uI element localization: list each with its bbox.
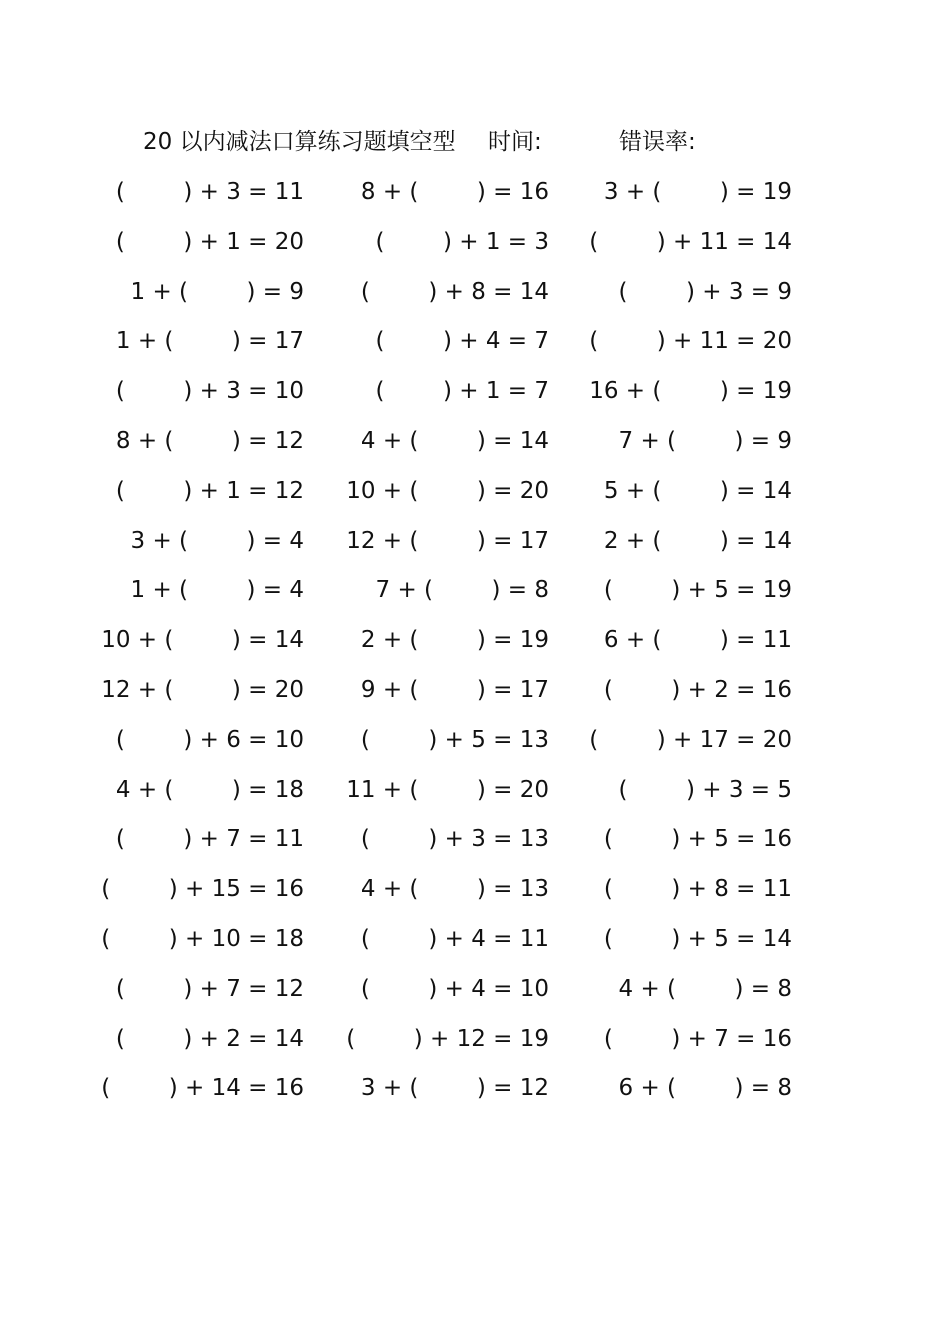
problem-row: [0, 620, 950, 670]
problem-grid: [0, 172, 950, 1118]
problem-cell: 6 + ( ) = 11: [603, 627, 792, 654]
problem-cell: ( ) + 1 = 12: [115, 477, 304, 504]
problem-cell: ( ) + 5 = 19: [603, 577, 792, 604]
problem-cell: ( ) + 2 = 14: [115, 1025, 304, 1052]
problem-cell: ( ) + 12 = 19: [346, 1025, 549, 1052]
problem-cell: 2 + ( ) = 19: [360, 627, 549, 654]
problem-cell: 8 + ( ) = 12: [115, 427, 304, 454]
problem-row: [0, 869, 950, 919]
problem-row: [0, 670, 950, 720]
problem-cell: ( ) + 8 = 14: [360, 278, 549, 305]
problem-row: [0, 770, 950, 820]
problem-cell: 4 + ( ) = 8: [618, 975, 792, 1002]
problem-row: [0, 720, 950, 770]
problem-row: [0, 521, 950, 571]
problem-cell: ( ) + 4 = 7: [375, 328, 549, 355]
problem-cell: 12 + ( ) = 20: [101, 676, 304, 703]
problem-row: [0, 969, 950, 1019]
problem-row: [0, 172, 950, 222]
problem-cell: 3 + ( ) = 12: [360, 1075, 549, 1102]
problem-cell: 9 + ( ) = 17: [360, 676, 549, 703]
problem-cell: 8 + ( ) = 16: [360, 179, 549, 205]
problem-cell: ( ) + 14 = 16: [101, 1075, 304, 1102]
problem-cell: 4 + ( ) = 13: [360, 876, 549, 903]
worksheet-title: 20 以内减法口算练习题填空型: [143, 129, 456, 155]
problem-cell: 2 + ( ) = 14: [603, 527, 792, 554]
problem-cell: ( ) + 7 = 11: [115, 826, 304, 853]
problem-cell: ( ) + 1 = 20: [115, 228, 304, 255]
problem-cell: ( ) + 6 = 10: [115, 726, 304, 753]
problem-cell: 3 + ( ) = 4: [130, 527, 304, 554]
problem-row: [0, 570, 950, 620]
problem-cell: ( ) + 7 = 16: [603, 1025, 792, 1052]
problem-cell: 6 + ( ) = 8: [618, 1075, 792, 1102]
problem-cell: 4 + ( ) = 14: [360, 427, 549, 454]
problem-cell: ( ) + 11 = 14: [589, 228, 792, 255]
problem-cell: ( ) + 5 = 14: [603, 925, 792, 952]
problem-cell: 16 + ( ) = 19: [589, 378, 792, 405]
problem-cell: ( ) + 5 = 16: [603, 826, 792, 853]
problem-cell: ( ) + 3 = 11: [115, 179, 304, 205]
problem-cell: ( ) + 8 = 11: [603, 876, 792, 903]
problem-cell: ( ) + 7 = 12: [115, 975, 304, 1002]
problem-cell: ( ) + 3 = 9: [618, 278, 792, 305]
problem-cell: ( ) + 3 = 13: [360, 826, 549, 853]
error-rate-label: 错误率:: [619, 129, 696, 155]
problem-row: [0, 371, 950, 421]
problem-row: [0, 1019, 950, 1069]
problem-cell: 1 + ( ) = 17: [115, 328, 304, 355]
problem-cell: ( ) + 1 = 3: [375, 228, 549, 255]
problem-cell: ( ) + 5 = 13: [360, 726, 549, 753]
problem-cell: ( ) + 10 = 18: [101, 925, 304, 952]
problem-cell: ( ) + 1 = 7: [375, 378, 549, 405]
problem-cell: ( ) + 17 = 20: [589, 726, 792, 753]
problem-cell: 11 + ( ) = 20: [346, 776, 549, 803]
problem-cell: 3 + ( ) = 19: [603, 179, 792, 205]
problem-cell: ( ) + 15 = 16: [101, 876, 304, 903]
problem-row: [0, 272, 950, 322]
problem-cell: 10 + ( ) = 20: [346, 477, 549, 504]
problem-cell: 4 + ( ) = 18: [115, 776, 304, 803]
problem-cell: ( ) + 2 = 16: [603, 676, 792, 703]
problem-cell: 1 + ( ) = 9: [130, 278, 304, 305]
problem-cell: ( ) + 4 = 10: [360, 975, 549, 1002]
worksheet-header: [143, 124, 843, 160]
problem-row: [0, 222, 950, 272]
problem-cell: 1 + ( ) = 4: [130, 577, 304, 604]
problem-row: [0, 421, 950, 471]
time-label: 时间:: [488, 129, 542, 155]
problem-cell: 7 + ( ) = 9: [618, 427, 792, 454]
problem-row: [0, 819, 950, 869]
problem-cell: ( ) + 3 = 5: [618, 776, 792, 803]
problem-cell: 12 + ( ) = 17: [346, 527, 549, 554]
problem-cell: 5 + ( ) = 14: [603, 477, 792, 504]
problem-row: [0, 919, 950, 969]
problem-cell: 7 + ( ) = 8: [375, 577, 549, 604]
problem-cell: ( ) + 4 = 11: [360, 925, 549, 952]
problem-cell: ( ) + 3 = 10: [115, 378, 304, 405]
problem-row: [0, 321, 950, 371]
problem-cell: 10 + ( ) = 14: [101, 627, 304, 654]
problem-row: [0, 1068, 950, 1118]
problem-cell: ( ) + 11 = 20: [589, 328, 792, 355]
problem-row: [0, 471, 950, 521]
